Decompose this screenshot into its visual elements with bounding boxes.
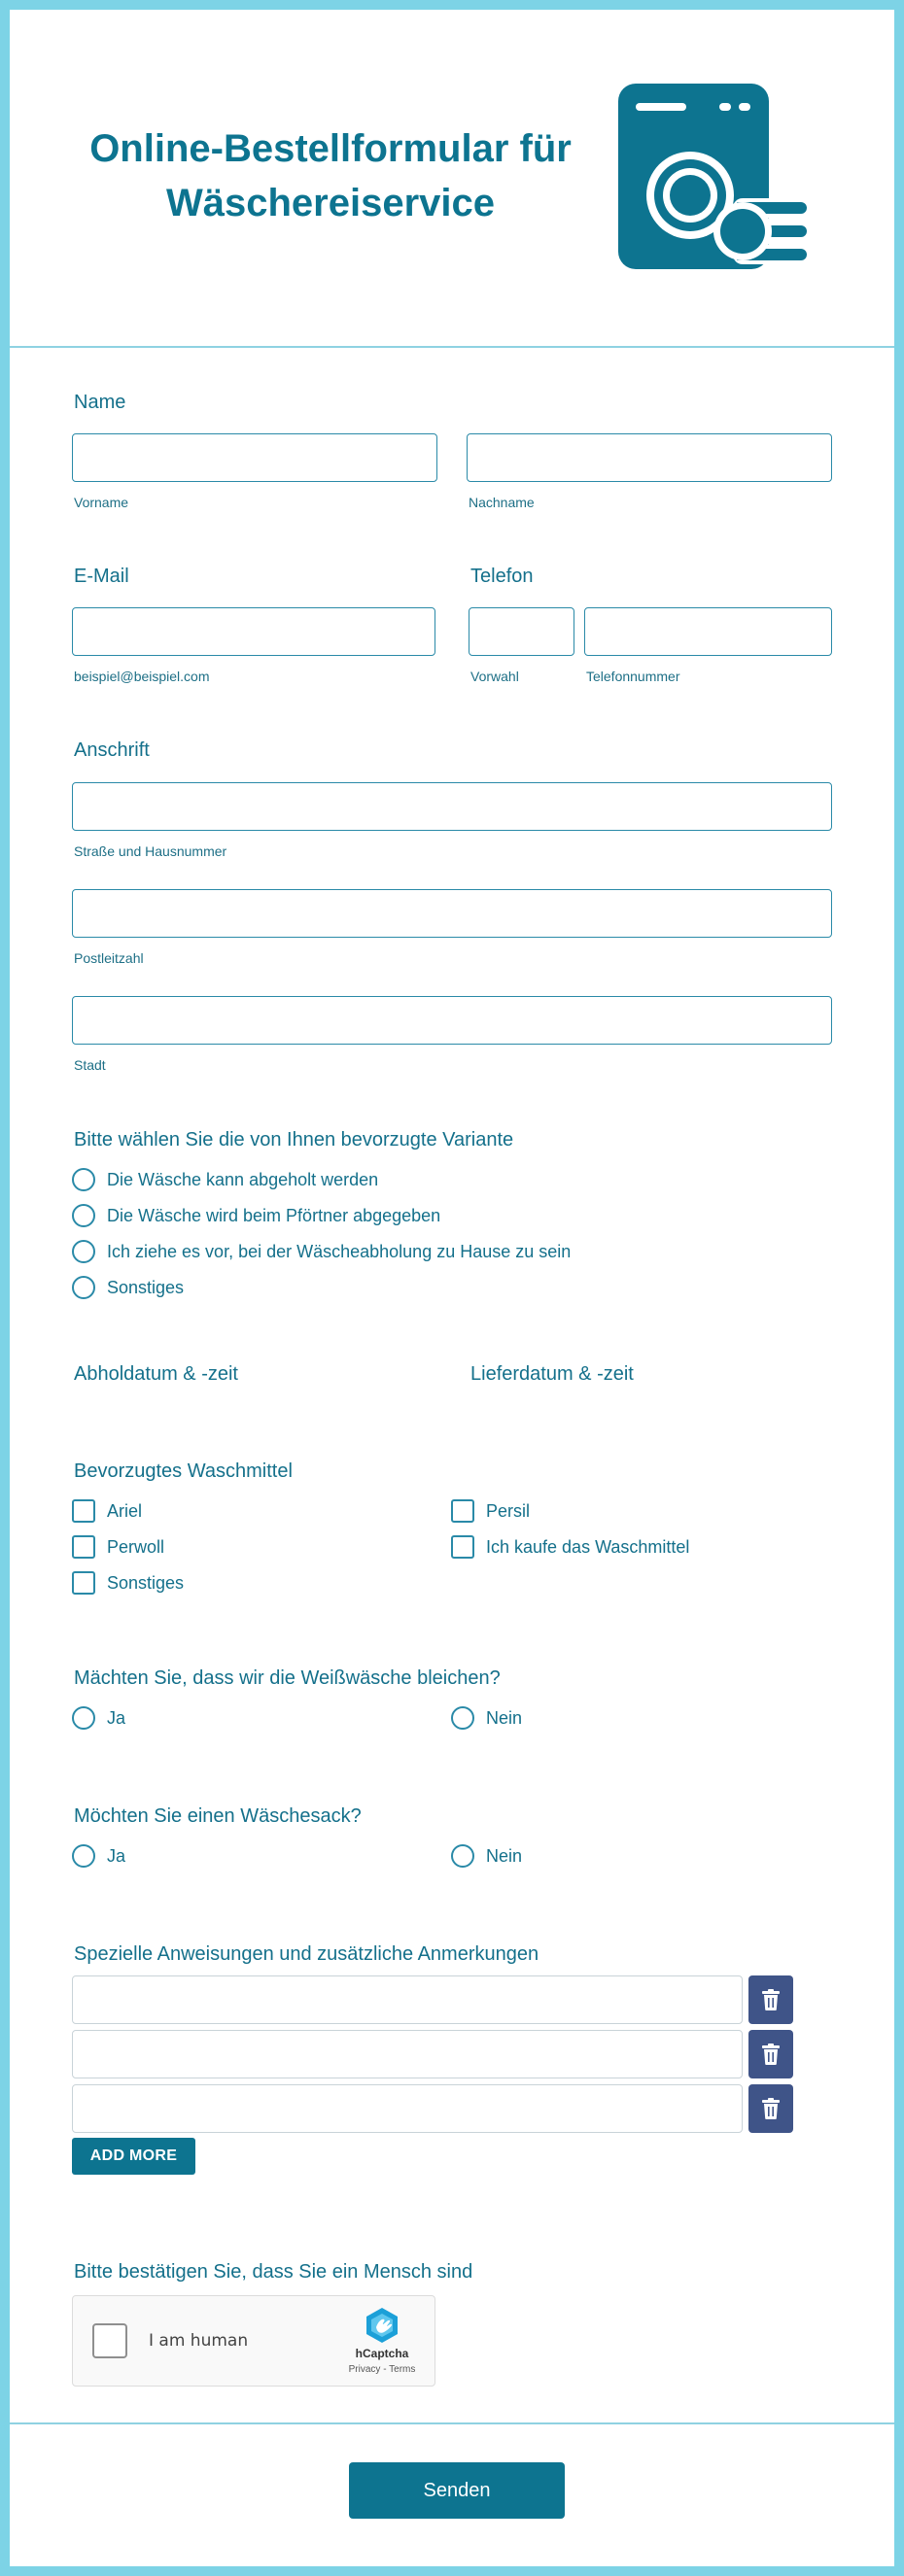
bag-option-yes[interactable] (72, 1844, 125, 1868)
radio-circle[interactable] (72, 1240, 95, 1263)
area-code-input[interactable] (469, 607, 574, 656)
trash-icon (762, 2044, 780, 2065)
radio-circle[interactable] (72, 1706, 95, 1730)
detergent-option-persil[interactable] (451, 1499, 530, 1523)
phone-label: Telefon (470, 566, 534, 587)
note-input-1[interactable] (72, 1975, 743, 2024)
note-input-2[interactable] (72, 2030, 743, 2078)
trash-icon (762, 1989, 780, 2010)
title-line-2: Wäschereiservice (165, 182, 495, 224)
first-name-input[interactable] (72, 433, 437, 482)
bag-label: Möchten Sie einen Wäschesack? (74, 1805, 362, 1827)
captcha-links[interactable]: Privacy - Terms (348, 2364, 416, 2375)
detergent-option-own[interactable] (451, 1535, 689, 1559)
notes-label: Spezielle Anweisungen und zusätzliche Anmerkungen (74, 1943, 539, 1965)
title-line-1: Online-Bestellformular für (89, 127, 572, 170)
trash-icon (762, 2098, 780, 2119)
detergent-option-label: Persil (486, 1500, 531, 1521)
detergent-option-ariel[interactable] (72, 1499, 142, 1523)
captcha-brand: hCaptcha (355, 2347, 409, 2360)
form-frame (10, 10, 894, 2566)
last-name-input[interactable] (467, 433, 832, 482)
phone-number-sublabel: Telefonnummer (586, 669, 680, 684)
city-input[interactable] (72, 996, 832, 1045)
page-title (49, 121, 612, 230)
radio-circle[interactable] (72, 1276, 95, 1299)
radio-circle[interactable] (72, 1168, 95, 1191)
delete-note-button-1[interactable] (748, 1975, 793, 2024)
variant-option-label: Die Wäsche wird beim Pförtner abgegeben (107, 1205, 441, 1225)
pickup-date-label: Abholdatum & -zeit (74, 1363, 238, 1385)
variant-option-label: Die Wäsche kann abgeholt werden (107, 1169, 379, 1189)
address-label: Anschrift (74, 739, 150, 761)
bag-option-label: Nein (486, 1845, 523, 1866)
bleach-option-label: Ja (107, 1707, 126, 1728)
captcha-widget (72, 2295, 435, 2387)
variant-option-porter[interactable] (72, 1204, 440, 1227)
form-header (10, 10, 894, 348)
street-input[interactable] (72, 782, 832, 831)
detergent-option-perwoll[interactable] (72, 1535, 164, 1559)
delete-note-button-2[interactable] (748, 2030, 793, 2078)
submit-button[interactable]: Senden (349, 2462, 565, 2519)
note-input-3[interactable] (72, 2084, 743, 2133)
radio-circle[interactable] (451, 1706, 474, 1730)
area-code-sublabel: Vorwahl (470, 669, 519, 684)
checkbox[interactable] (72, 1499, 95, 1523)
captcha-text: I am human (149, 2331, 249, 2351)
bag-option-no[interactable] (451, 1844, 522, 1868)
bleach-label: Mächten Sie, dass wir die Weißwäsche bleichen? (74, 1667, 501, 1689)
variant-label: Bitte wählen Sie die von Ihnen bevorzugte Variante (74, 1129, 514, 1151)
detergent-option-label: Sonstiges (107, 1572, 185, 1593)
hcaptcha-logo-icon (363, 2306, 401, 2345)
checkbox[interactable] (72, 1535, 95, 1559)
checkbox[interactable] (451, 1535, 474, 1559)
variant-option-label: Ich ziehe es vor, bei der Wäscheabholung zu Hause zu sein (107, 1241, 572, 1261)
city-sublabel: Stadt (74, 1057, 106, 1073)
bag-option-label: Ja (107, 1845, 126, 1866)
detergent-option-label: Ariel (107, 1500, 143, 1521)
radio-circle[interactable] (451, 1844, 474, 1868)
last-name-sublabel: Nachname (469, 495, 535, 510)
bleach-option-label: Nein (486, 1707, 523, 1728)
variant-option-pickup[interactable] (72, 1168, 378, 1191)
delete-note-button-3[interactable] (748, 2084, 793, 2133)
add-more-button[interactable]: ADD MORE (72, 2138, 195, 2175)
bleach-option-no[interactable] (451, 1706, 522, 1730)
first-name-sublabel: Vorname (74, 495, 129, 510)
zip-input[interactable] (72, 889, 832, 938)
detergent-option-other[interactable] (72, 1571, 184, 1595)
variant-option-home[interactable] (72, 1240, 571, 1263)
radio-circle[interactable] (72, 1844, 95, 1868)
washing-machine-icon (618, 84, 813, 278)
email-input[interactable] (72, 607, 435, 656)
checkbox[interactable] (451, 1499, 474, 1523)
detergent-option-label: Ich kaufe das Waschmittel (486, 1536, 690, 1557)
variant-option-other[interactable] (72, 1276, 184, 1299)
radio-circle[interactable] (72, 1204, 95, 1227)
checkbox[interactable] (72, 1571, 95, 1595)
detergent-label: Bevorzugtes Waschmittel (74, 1460, 293, 1482)
street-sublabel: Straße und Hausnummer (74, 843, 227, 859)
captcha-checkbox[interactable] (92, 2323, 127, 2358)
variant-option-label: Sonstiges (107, 1277, 185, 1297)
email-sublabel: beispiel@beispiel.com (74, 669, 210, 684)
delivery-date-label: Lieferdatum & -zeit (470, 1363, 634, 1385)
phone-number-input[interactable] (584, 607, 832, 656)
captcha-label: Bitte bestätigen Sie, dass Sie ein Mensch sind (74, 2261, 473, 2283)
zip-sublabel: Postleitzahl (74, 950, 144, 966)
name-label: Name (74, 392, 126, 413)
detergent-option-label: Perwoll (107, 1536, 165, 1557)
email-label: E-Mail (74, 566, 129, 587)
bleach-option-yes[interactable] (72, 1706, 125, 1730)
